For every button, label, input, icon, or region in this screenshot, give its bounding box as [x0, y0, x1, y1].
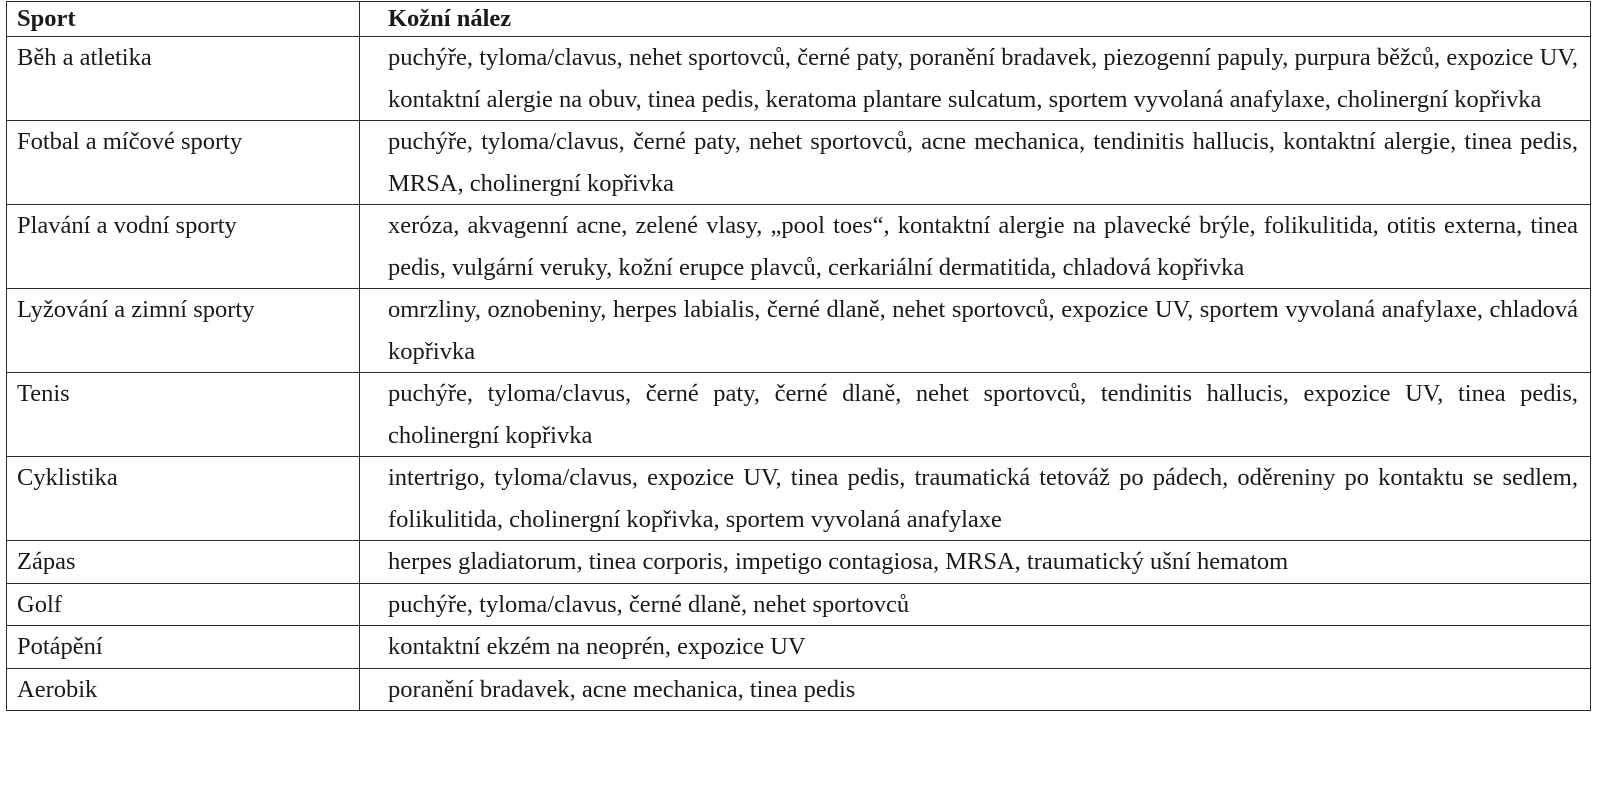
- finding-cell: puchýře, tyloma/clavus, černé dlaně, nehet sportovců: [360, 583, 1591, 626]
- table-row: [7, 289, 1591, 373]
- table-row: [7, 626, 1591, 669]
- finding-cell: intertrigo, tyloma/clavus, expozice UV, tinea pedis, traumatická tetováž po pádech, oděreniny po kontaktu se sedlem, folikulitida, cholinergní kopřivka, sportem vyvolaná anafylaxe: [360, 457, 1591, 541]
- sport-cell: Lyžování a zimní sporty: [7, 289, 360, 373]
- table-row: [7, 121, 1591, 205]
- finding-cell: puchýře, tyloma/clavus, černé paty, nehet sportovců, acne mechanica, tendinitis hallucis, kontaktní alergie, tinea pedis, MRSA, cholinergní kopřivka: [360, 121, 1591, 205]
- finding-cell: herpes gladiatorum, tinea corporis, impetigo contagiosa, MRSA, traumatický ušní hematom: [360, 541, 1591, 584]
- header-finding: Kožní nález: [360, 2, 1591, 37]
- table-row: [7, 457, 1591, 541]
- table-row: [7, 37, 1591, 121]
- finding-cell: poranění bradavek, acne mechanica, tinea pedis: [360, 668, 1591, 711]
- sport-cell: Cyklistika: [7, 457, 360, 541]
- table-row: [7, 205, 1591, 289]
- finding-cell: puchýře, tyloma/clavus, nehet sportovců, černé paty, poranění bradavek, piezogenní papuly, purpura běžců, expozice UV, kontaktní alergie na obuv, tinea pedis, keratoma plantare sulcatum, sportem vyvolaná anafylaxe, cholinergní kopřivka: [360, 37, 1591, 121]
- finding-cell: kontaktní ekzém na neoprén, expozice UV: [360, 626, 1591, 669]
- sport-cell: Běh a atletika: [7, 37, 360, 121]
- header-row: [7, 2, 1591, 37]
- table-row: [7, 668, 1591, 711]
- header-sport: Sport: [7, 2, 360, 37]
- sport-cell: Zápas: [7, 541, 360, 584]
- finding-cell: puchýře, tyloma/clavus, černé paty, černé dlaně, nehet sportovců, tendinitis hallucis, expozice UV, tinea pedis, cholinergní kopřivka: [360, 373, 1591, 457]
- sport-cell: Golf: [7, 583, 360, 626]
- sport-cell: Fotbal a míčové sporty: [7, 121, 360, 205]
- table-row: [7, 583, 1591, 626]
- table-container: [6, 1, 1590, 711]
- sport-cell: Potápění: [7, 626, 360, 669]
- sport-cell: Plavání a vodní sporty: [7, 205, 360, 289]
- sport-skin-findings-table: [6, 1, 1591, 711]
- finding-cell: xeróza, akvagenní acne, zelené vlasy, „pool toes“, kontaktní alergie na plavecké brýle, folikulitida, otitis externa, tinea pedis, vulgární veruky, kožní erupce plavců, cerkariální dermatitida, chladová kopřivka: [360, 205, 1591, 289]
- sport-cell: Aerobik: [7, 668, 360, 711]
- table-row: [7, 541, 1591, 584]
- sport-cell: Tenis: [7, 373, 360, 457]
- table-row: [7, 373, 1591, 457]
- finding-cell: omrzliny, oznobeniny, herpes labialis, černé dlaně, nehet sportovců, expozice UV, sportem vyvolaná anafylaxe, chladová kopřivka: [360, 289, 1591, 373]
